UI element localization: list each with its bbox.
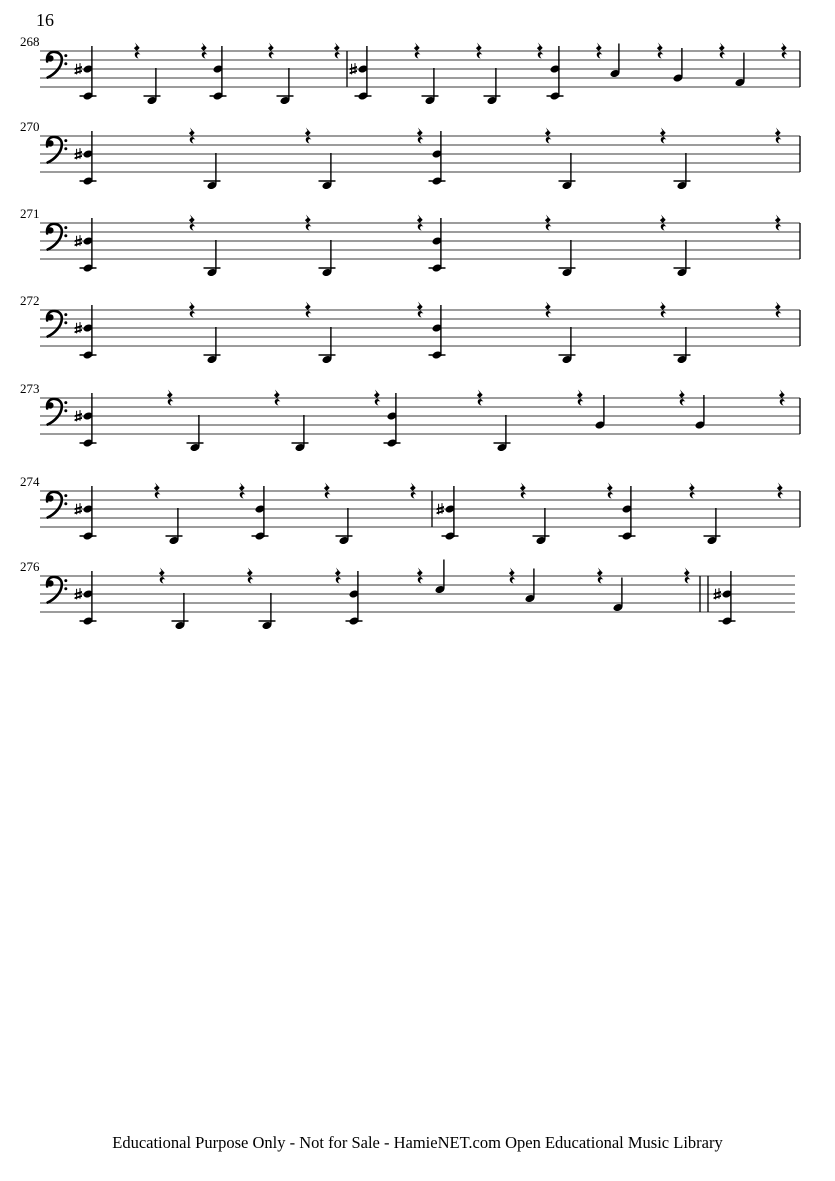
quarter-note: [524, 569, 535, 604]
bass-chord: [346, 571, 363, 626]
quarter-note: [612, 578, 623, 613]
quarter-note: [734, 53, 745, 88]
bass-chord: [210, 46, 227, 101]
bass-chord: [714, 571, 736, 626]
bass-clef-icon: [47, 137, 67, 163]
quarter-note: [694, 395, 705, 430]
bass-chord: [619, 486, 636, 541]
bass-chord: [75, 131, 97, 186]
bass-chord: [75, 46, 97, 101]
measure-number: 274: [20, 474, 40, 489]
measure-number: 268: [20, 34, 40, 49]
bass-chord: [437, 486, 459, 541]
bass-chord: [429, 131, 446, 186]
bass-clef-icon: [47, 224, 67, 250]
staff-system-273: [20, 381, 800, 452]
bass-chord: [384, 393, 401, 448]
staff-system-276: [20, 559, 795, 630]
measure-number: 271: [20, 206, 40, 221]
bass-chord: [75, 393, 97, 448]
bass-chord: [252, 486, 269, 541]
bass-chord: [547, 46, 564, 101]
staff-system-274: [20, 474, 800, 545]
bass-chord: [350, 46, 372, 101]
staff-system-272: [20, 293, 800, 364]
bass-chord: [75, 486, 97, 541]
quarter-note: [434, 560, 445, 595]
bass-clef-icon: [47, 577, 67, 603]
bass-clef-icon: [47, 311, 67, 337]
staff-system-271: [20, 206, 800, 277]
bass-clef-icon: [47, 492, 67, 518]
measure-number: 276: [20, 559, 40, 574]
bass-chord: [429, 218, 446, 273]
quarter-note: [609, 44, 620, 79]
footer-text: Educational Purpose Only - Not for Sale - HamieNET.com Open Educational Music Library: [112, 1133, 723, 1152]
measure-number: 272: [20, 293, 40, 308]
quarter-note: [594, 395, 605, 430]
staff-system-268: [20, 34, 800, 105]
bass-clef-icon: [47, 52, 67, 78]
quarter-note: [672, 48, 683, 83]
bass-chord: [429, 305, 446, 360]
bass-clef-icon: [47, 399, 67, 425]
bass-chord: [75, 305, 97, 360]
page-number: 16: [36, 10, 54, 30]
bass-chord: [75, 218, 97, 273]
measure-number: 270: [20, 119, 40, 134]
measure-number: 273: [20, 381, 40, 396]
bass-chord: [75, 571, 97, 626]
staff-system-270: [20, 119, 800, 190]
